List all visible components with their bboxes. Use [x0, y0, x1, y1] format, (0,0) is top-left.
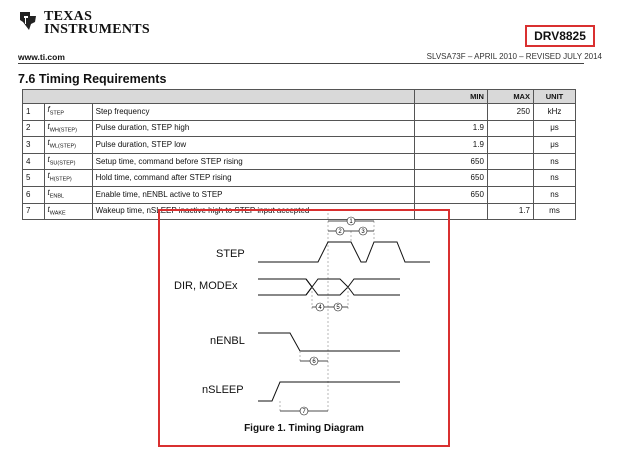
row-max — [487, 153, 533, 170]
row-description: Hold time, command after STEP rising — [92, 170, 415, 187]
row-unit: ns — [533, 186, 575, 203]
dir-waveform-left — [258, 279, 312, 295]
row-symbol: $t_{WL(STEP)}$ — [44, 137, 92, 154]
row-number: 5 — [23, 170, 45, 187]
row-number: 4 — [23, 153, 45, 170]
site-url[interactable]: www.ti.com — [18, 52, 65, 62]
row-symbol: $f_{STEP}$ — [44, 104, 92, 121]
row-symbol: $t_{WH(STEP)}$ — [44, 120, 92, 137]
row-max — [487, 120, 533, 137]
ti-map-icon — [18, 10, 38, 32]
row-max — [487, 186, 533, 203]
header-blank — [23, 90, 415, 104]
signal-label-dir: DIR, MODEx — [174, 280, 238, 292]
row-max — [487, 170, 533, 187]
timing-requirements-table — [22, 89, 576, 220]
row-min — [415, 104, 488, 121]
brand-line2: INSTRUMENTS — [44, 22, 150, 37]
row-unit: μs — [533, 137, 575, 154]
section-title: 7.6 Timing Requirements — [18, 72, 167, 86]
table-header-row — [23, 90, 576, 104]
marker-4: 4 — [318, 305, 322, 311]
row-description: Wakeup time, nSLEEP inactive high to STEP input accepted — [92, 203, 415, 220]
row-max: 250 — [487, 104, 533, 121]
row-description: Step frequency — [92, 104, 415, 121]
part-number-box: DRV8825 — [525, 25, 595, 47]
signal-label-nsleep: nSLEEP — [202, 384, 244, 396]
signal-label-nenbl: nENBL — [210, 335, 245, 347]
header-unit: UNIT — [533, 90, 575, 104]
row-unit: ns — [533, 153, 575, 170]
dir-waveform-mid — [312, 279, 348, 295]
table-row — [23, 137, 576, 154]
row-unit: ms — [533, 203, 575, 220]
ti-logo — [18, 10, 150, 36]
header-min: MIN — [415, 90, 488, 104]
row-description: Pulse duration, STEP low — [92, 137, 415, 154]
timing-diagram-figure — [158, 209, 450, 447]
row-unit: μs — [533, 120, 575, 137]
row-min: 650 — [415, 186, 488, 203]
row-unit: ns — [533, 170, 575, 187]
nenbl-waveform — [258, 333, 400, 351]
row-description: Setup time, command before STEP rising — [92, 153, 415, 170]
table-row — [23, 120, 576, 137]
signal-label-step: STEP — [216, 248, 245, 260]
row-min: 1.9 — [415, 137, 488, 154]
figure-caption: Figure 1. Timing Diagram — [244, 423, 364, 434]
row-description: Pulse duration, STEP high — [92, 120, 415, 137]
row-symbol: $t_{ENBL}$ — [44, 186, 92, 203]
marker-5: 5 — [336, 305, 340, 311]
row-max: 1.7 — [487, 203, 533, 220]
brand-line1: TEXAS — [44, 9, 93, 24]
marker-2: 2 — [338, 229, 342, 235]
row-number: 3 — [23, 137, 45, 154]
nsleep-waveform — [258, 382, 400, 401]
table-row — [23, 186, 576, 203]
table-row — [23, 170, 576, 187]
row-symbol: $t_{SU(STEP)}$ — [44, 153, 92, 170]
timing-diagram — [160, 211, 448, 445]
row-symbol: $t_{H(STEP)}$ — [44, 170, 92, 187]
row-number: 6 — [23, 186, 45, 203]
dir-waveform-right — [348, 279, 400, 295]
header-max: MAX — [487, 90, 533, 104]
doc-revision: SLVSA73F – APRIL 2010 – REVISED JULY 2014 — [426, 52, 602, 61]
row-unit: kHz — [533, 104, 575, 121]
marker-1: 1 — [349, 219, 353, 225]
marker-7: 7 — [302, 409, 306, 415]
row-number: 7 — [23, 203, 45, 220]
row-description: Enable time, nENBL active to STEP — [92, 186, 415, 203]
step-waveform — [258, 242, 430, 262]
row-min: 650 — [415, 170, 488, 187]
marker-3: 3 — [361, 229, 365, 235]
row-symbol: $t_{WAKE}$ — [44, 203, 92, 220]
row-max — [487, 137, 533, 154]
marker-6: 6 — [312, 359, 316, 365]
table-row — [23, 153, 576, 170]
row-number: 1 — [23, 104, 45, 121]
row-min: 650 — [415, 153, 488, 170]
row-number: 2 — [23, 120, 45, 137]
header-rule — [18, 63, 584, 64]
row-min: 1.9 — [415, 120, 488, 137]
table-row — [23, 104, 576, 121]
